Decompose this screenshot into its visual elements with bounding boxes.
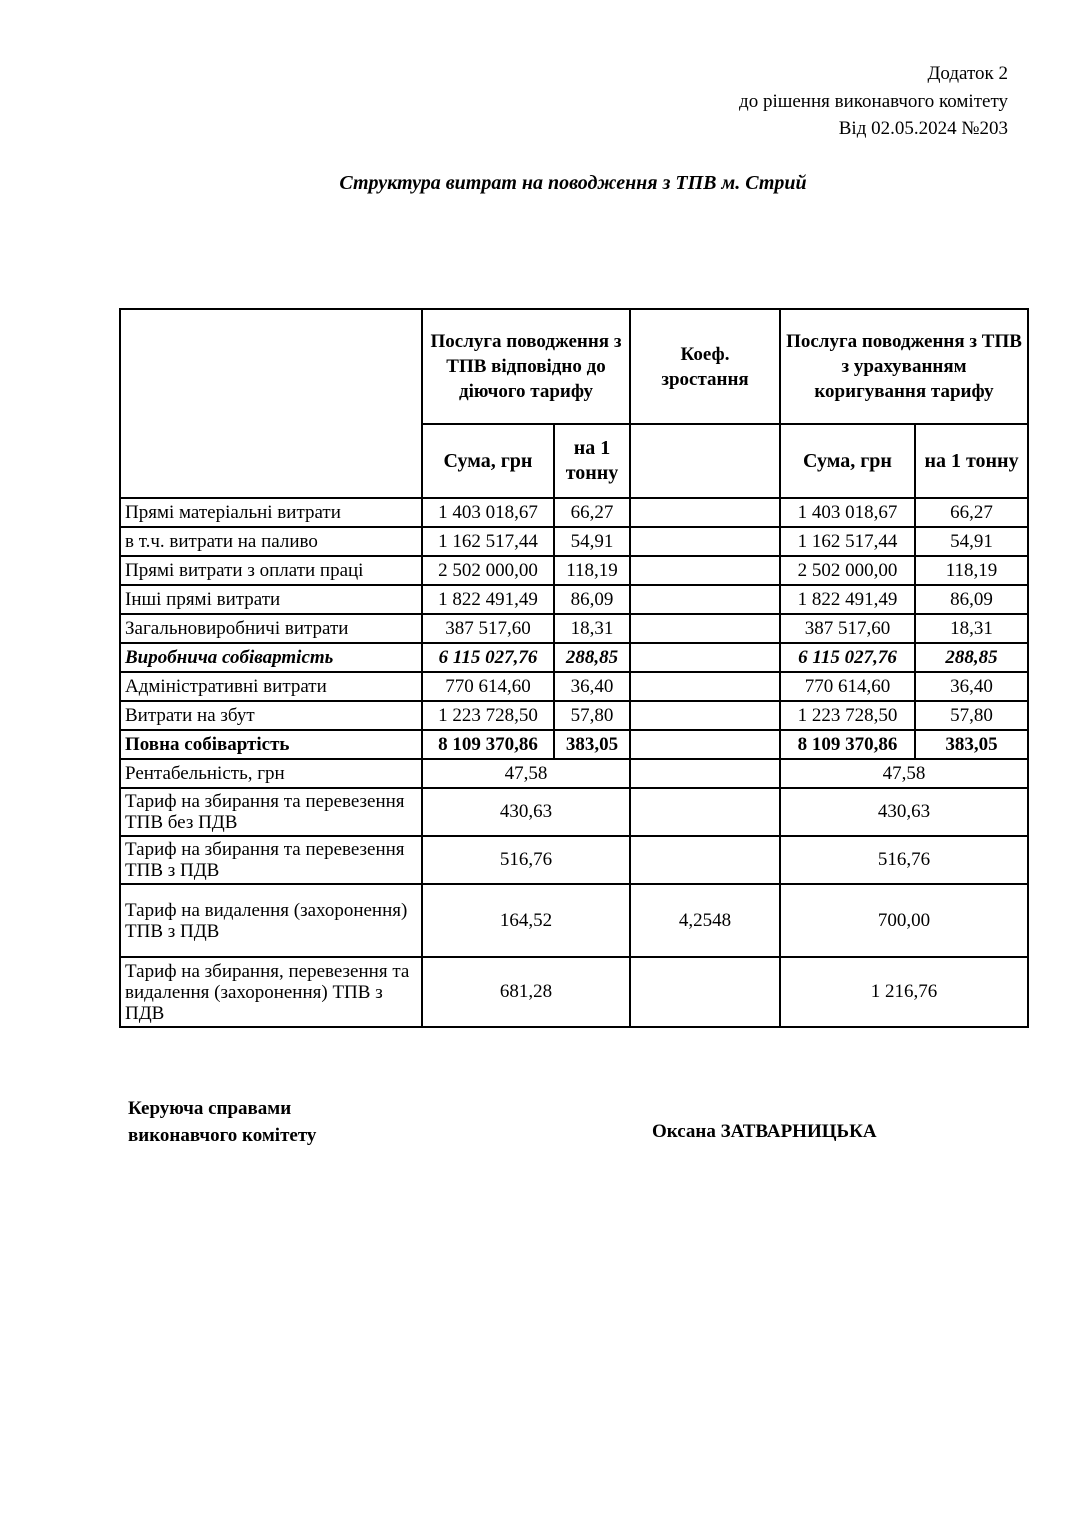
per-ton-current: 18,31 — [554, 614, 630, 643]
header-row-groups — [120, 309, 1028, 424]
row-label: Тариф на видалення (захоронення) ТПВ з ПДВ — [120, 884, 422, 957]
sum-adjusted: 2 502 000,00 — [780, 556, 915, 585]
sum-current: 1 403 018,67 — [422, 498, 554, 527]
per-ton-adjusted: 86,09 — [915, 585, 1028, 614]
sum-current: 1 223 728,50 — [422, 701, 554, 730]
sum-adjusted: 1 403 018,67 — [780, 498, 915, 527]
row-label: Тариф на збирання та перевезення ТПВ з ПДВ — [120, 836, 422, 884]
per-ton-adjusted: 118,19 — [915, 556, 1028, 585]
growth-coef — [630, 759, 780, 788]
sum-adjusted: 1 223 728,50 — [780, 701, 915, 730]
table-row — [120, 498, 1028, 527]
table-row — [120, 527, 1028, 556]
growth-coef — [630, 836, 780, 884]
row-label: Адміністративні витрати — [120, 672, 422, 701]
annex-line-3: Від 02.05.2024 №203 — [838, 118, 1008, 140]
header-coef-empty-cell — [630, 424, 780, 498]
annex-block — [739, 60, 1008, 143]
per-ton-current: 36,40 — [554, 672, 630, 701]
value-adjusted: 700,00 — [780, 884, 1028, 957]
growth-coef — [630, 614, 780, 643]
per-ton-current: 288,85 — [554, 643, 630, 672]
row-label: Інші прямі витрати — [120, 585, 422, 614]
sum-current: 8 109 370,86 — [422, 730, 554, 759]
sum-current: 1 162 517,44 — [422, 527, 554, 556]
signature-role-line-2: виконавчого комітету — [128, 1125, 317, 1146]
value-adjusted: 47,58 — [780, 759, 1028, 788]
per-ton-current: 118,19 — [554, 556, 630, 585]
value-current: 164,52 — [422, 884, 630, 957]
value-current: 681,28 — [422, 957, 630, 1027]
per-ton-adjusted: 36,40 — [915, 672, 1028, 701]
header-group-current-tariff: Послуга поводження з ТПВ відповідно до діючого тарифу — [422, 309, 630, 424]
row-label: Виробнича собівартість — [120, 643, 422, 672]
sum-current: 1 822 491,49 — [422, 585, 554, 614]
cost-structure-table — [119, 308, 1029, 1028]
signature-role-line-1: Керуюча справами — [128, 1098, 292, 1119]
row-label: Прямі матеріальні витрати — [120, 498, 422, 527]
row-label: Рентабельність, грн — [120, 759, 422, 788]
table-row-production-cost — [120, 643, 1028, 672]
row-label: в т.ч. витрати на паливо — [120, 527, 422, 556]
value-current: 516,76 — [422, 836, 630, 884]
per-ton-adjusted: 383,05 — [915, 730, 1028, 759]
header-empty-cell — [120, 309, 422, 498]
growth-coef — [630, 498, 780, 527]
table-row-tariff-collection-with-vat — [120, 836, 1028, 884]
header-per-ton-current: на 1 тонну — [554, 424, 630, 498]
sum-current: 6 115 027,76 — [422, 643, 554, 672]
sum-adjusted: 8 109 370,86 — [780, 730, 915, 759]
per-ton-adjusted: 66,27 — [915, 498, 1028, 527]
row-label: Витрати на збут — [120, 701, 422, 730]
growth-coef — [630, 556, 780, 585]
table-row-profitability — [120, 759, 1028, 788]
sum-current: 770 614,60 — [422, 672, 554, 701]
header-per-ton-adjusted: на 1 тонну — [915, 424, 1028, 498]
growth-coef — [630, 788, 780, 836]
per-ton-adjusted: 57,80 — [915, 701, 1028, 730]
value-adjusted: 516,76 — [780, 836, 1028, 884]
header-sum-current: Сума, грн — [422, 424, 554, 498]
per-ton-current: 86,09 — [554, 585, 630, 614]
row-label: Тариф на збирання, перевезення та видалення (захоронення) ТПВ з ПДВ — [120, 957, 422, 1027]
table-row — [120, 672, 1028, 701]
table-row-tariff-combined — [120, 957, 1028, 1027]
annex-line-1: Додаток 2 — [927, 63, 1008, 84]
growth-coef — [630, 585, 780, 614]
header-sum-adjusted: Сума, грн — [780, 424, 915, 498]
row-label: Повна собівартість — [120, 730, 422, 759]
sum-adjusted: 1 162 517,44 — [780, 527, 915, 556]
table-row — [120, 701, 1028, 730]
table-row-tariff-collection-no-vat — [120, 788, 1028, 836]
header-group-adjusted-tariff: Послуга поводження з ТПВ з урахуванням коригування тарифу — [780, 309, 1028, 424]
per-ton-current: 383,05 — [554, 730, 630, 759]
per-ton-adjusted: 18,31 — [915, 614, 1028, 643]
row-label: Прямі витрати з оплати праці — [120, 556, 422, 585]
growth-coef — [630, 701, 780, 730]
value-current: 47,58 — [422, 759, 630, 788]
sum-current: 387 517,60 — [422, 614, 554, 643]
growth-coef — [630, 957, 780, 1027]
sum-adjusted: 770 614,60 — [780, 672, 915, 701]
signature-block — [128, 1095, 316, 1149]
table-row-tariff-disposal — [120, 884, 1028, 957]
per-ton-adjusted: 54,91 — [915, 527, 1028, 556]
sum-current: 2 502 000,00 — [422, 556, 554, 585]
value-adjusted: 430,63 — [780, 788, 1028, 836]
table-row — [120, 585, 1028, 614]
sum-adjusted: 1 822 491,49 — [780, 585, 915, 614]
document-title: Структура витрат на поводження з ТПВ м. Стрий — [339, 172, 807, 194]
per-ton-current: 54,91 — [554, 527, 630, 556]
table-row — [120, 614, 1028, 643]
value-adjusted: 1 216,76 — [780, 957, 1028, 1027]
value-current: 430,63 — [422, 788, 630, 836]
per-ton-adjusted: 288,85 — [915, 643, 1028, 672]
growth-coef — [630, 527, 780, 556]
per-ton-current: 66,27 — [554, 498, 630, 527]
growth-coef — [630, 672, 780, 701]
growth-coef — [630, 730, 780, 759]
sum-adjusted: 387 517,60 — [780, 614, 915, 643]
growth-coef: 4,2548 — [630, 884, 780, 957]
table-row — [120, 556, 1028, 585]
header-growth-coefficient: Коеф. зростання — [630, 309, 780, 424]
growth-coef — [630, 643, 780, 672]
sum-adjusted: 6 115 027,76 — [780, 643, 915, 672]
row-label: Тариф на збирання та перевезення ТПВ без ПДВ — [120, 788, 422, 836]
per-ton-current: 57,80 — [554, 701, 630, 730]
row-label: Загальновиробничі витрати — [120, 614, 422, 643]
annex-line-2: до рішення виконавчого комітету — [739, 90, 1008, 112]
table-row-full-cost — [120, 730, 1028, 759]
signature-name: Оксана ЗАТВАРНИЦЬКА — [652, 1121, 877, 1142]
